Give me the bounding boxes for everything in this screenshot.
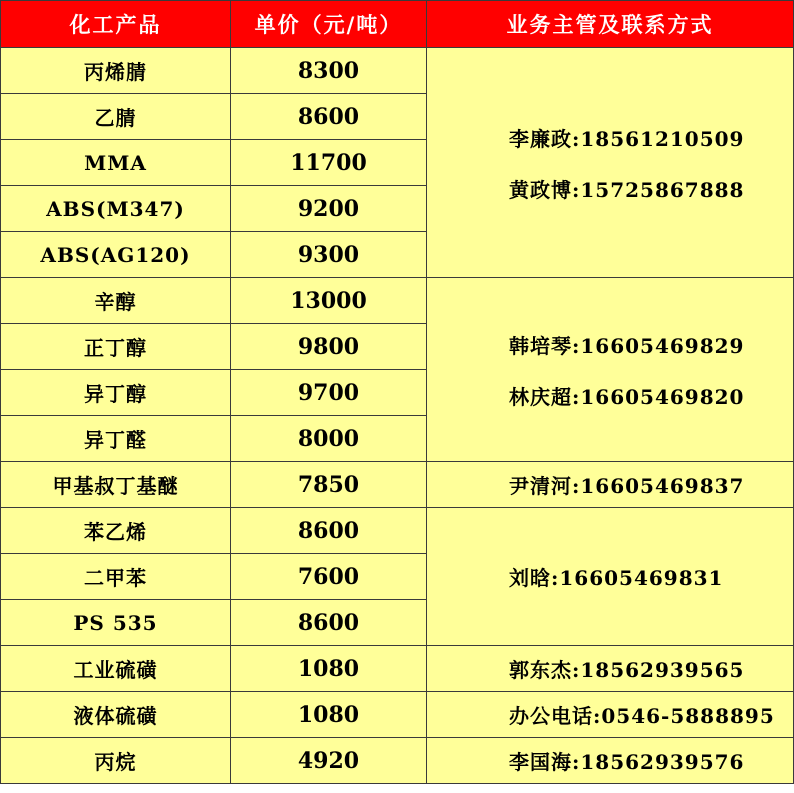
contact-cell: 李国海:18562939576 (427, 738, 794, 784)
contact-line: 刘晗:16605469831 (509, 566, 724, 590)
price-cell: 1080 (231, 646, 427, 692)
price-cell: 8300 (231, 48, 427, 94)
contact-cell-group2 (427, 278, 794, 462)
product-cell: 正丁醇 (1, 324, 231, 370)
price-cell: 8600 (231, 508, 427, 554)
product-cell: 辛醇 (1, 278, 231, 324)
table-row (1, 462, 794, 508)
price-cell: 11700 (231, 140, 427, 186)
product-cell: 液体硫磺 (1, 692, 231, 738)
price-cell: 8600 (231, 600, 427, 646)
product-cell: 异丁醛 (1, 416, 231, 462)
product-cell: 苯乙烯 (1, 508, 231, 554)
table-row (1, 738, 794, 784)
product-cell: MMA (1, 140, 231, 186)
product-cell: 甲基叔丁基醚 (1, 462, 231, 508)
price-cell: 4920 (231, 738, 427, 784)
price-cell: 8000 (231, 416, 427, 462)
contact-line: 韩培琴:16605469829 (509, 333, 745, 358)
price-cell: 13000 (231, 278, 427, 324)
product-cell: 丙烯腈 (1, 48, 231, 94)
header-contact: 业务主管及联系方式 (427, 1, 794, 48)
product-cell: 工业硫磺 (1, 646, 231, 692)
product-cell: PS 535 (1, 600, 231, 646)
price-cell: 9700 (231, 370, 427, 416)
product-cell: ABS(AG120) (1, 232, 231, 278)
contact-cell-group1 (427, 48, 794, 278)
contact-line: 尹清河:16605469837 (509, 474, 745, 498)
price-cell: 9300 (231, 232, 427, 278)
contact-cell-group3 (427, 462, 794, 508)
contact-line: 黄政博:15725867888 (509, 177, 745, 202)
price-cell: 7850 (231, 462, 427, 508)
table-row (1, 646, 794, 692)
contact-cell: 郭东杰:18562939565 (427, 646, 794, 692)
price-cell: 9200 (231, 186, 427, 232)
product-cell: ABS(M347) (1, 186, 231, 232)
table-header-row (1, 1, 794, 48)
header-product: 化工产品 (1, 1, 231, 48)
product-cell: 异丁醇 (1, 370, 231, 416)
contact-line: 林庆超:16605469820 (509, 384, 745, 409)
price-cell: 9800 (231, 324, 427, 370)
contact-cell-group4 (427, 508, 794, 646)
price-cell: 8600 (231, 94, 427, 140)
contact-line: 李廉政:18561210509 (509, 126, 745, 151)
contact-cell: 办公电话:0546-5888895 (427, 692, 794, 738)
price-cell: 1080 (231, 692, 427, 738)
header-price: 单价（元/吨） (231, 1, 427, 48)
product-cell: 丙烷 (1, 738, 231, 784)
price-cell: 7600 (231, 554, 427, 600)
table-row (1, 48, 794, 94)
table-row (1, 508, 794, 554)
product-cell: 二甲苯 (1, 554, 231, 600)
table-row (1, 692, 794, 738)
product-cell: 乙腈 (1, 94, 231, 140)
table-row (1, 278, 794, 324)
